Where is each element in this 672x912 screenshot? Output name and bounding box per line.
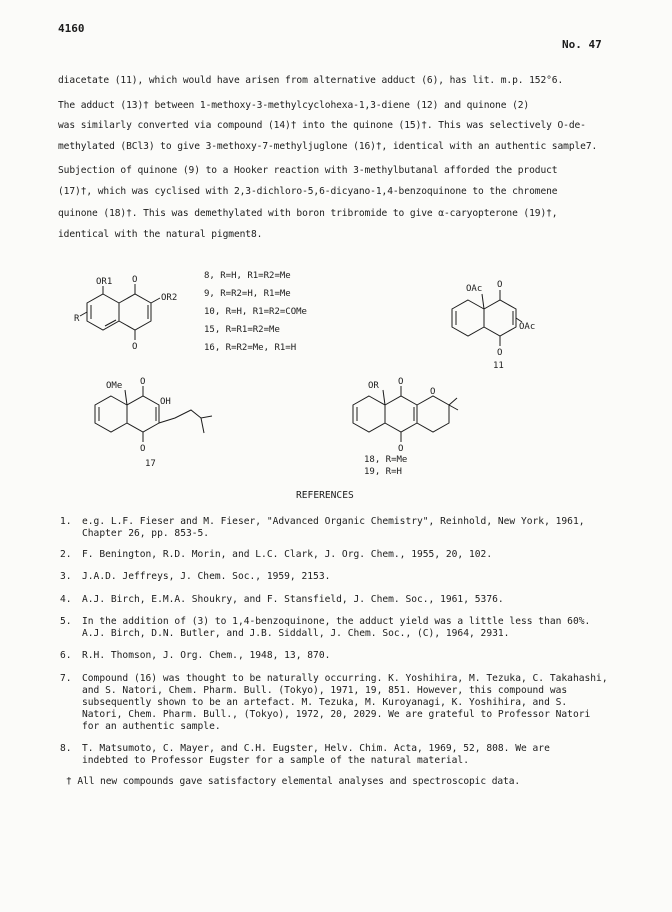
reference-line: indebted to Professor Eugster for a sample of the natural material. xyxy=(82,755,469,766)
substituent-item: 10, R=H, R1=R2=COMe xyxy=(204,307,307,317)
reference-number: 3. xyxy=(60,571,72,582)
carbonyl-o-bottom: O xyxy=(132,342,138,352)
reference-line: e.g. L.F. Fieser and M. Fieser, "Advanced Organic Chemistry", Reinhold, New York, 1961, xyxy=(82,516,585,527)
substituent-item: 9, R=R2=H, R1=Me xyxy=(204,289,291,299)
ring-oxygen-label: O xyxy=(430,387,436,397)
carbonyl-o-bottom: O xyxy=(140,444,146,454)
reference-line: A.J. Birch, E.M.A. Shoukry, and F. Stansfield, J. Chem. Soc., 1961, 5376. xyxy=(82,594,504,605)
carbonyl-o-top: O xyxy=(497,280,503,290)
or1-label: OR1 xyxy=(96,277,113,287)
body-line: methylated (BCl3) to give 3-methoxy-7-methyljuglone (16)†, identical with an authentic sample7. xyxy=(58,141,598,152)
naphthoquinone-core-structure xyxy=(74,275,177,352)
reference-number: 6. xyxy=(60,650,72,661)
reference-line: T. Matsumoto, C. Mayer, and C.H. Eugster, Helv. Chim. Acta, 1969, 52, 808. We are xyxy=(82,743,550,754)
substituent-list xyxy=(204,271,307,353)
compound-18-19-structure xyxy=(353,377,458,477)
reference-line: R.H. Thomson, J. Org. Chem., 1948, 13, 870. xyxy=(82,650,331,661)
substituent-item: 8, R=H, R1=R2=Me xyxy=(204,271,291,281)
carbonyl-o-bottom: O xyxy=(497,348,503,358)
reference-number: 7. xyxy=(60,673,72,684)
references-heading: REFERENCES xyxy=(296,490,354,501)
oac-side-label: OAc xyxy=(519,322,536,332)
or-label: OR xyxy=(368,381,379,391)
ome-label: OMe xyxy=(106,381,123,391)
compound-label-17: 17 xyxy=(145,459,156,469)
chemical-structures-figure xyxy=(0,258,672,488)
reference-line: subsequently shown to be an artefact. M. Tezuka, M. Kuroyanagi, K. Yoshihira, and S. xyxy=(82,697,568,708)
body-line: The adduct (13)† between 1-methoxy-3-methylcyclohexa-1,3-diene (12) and quinone (2) xyxy=(58,100,530,111)
compound-11-structure xyxy=(452,280,535,371)
or2-label: OR2 xyxy=(161,293,178,303)
carbonyl-o-bottom: O xyxy=(398,444,404,454)
body-line: diacetate (11), which would have arisen from alternative adduct (6), has lit. m.p. 152°6. xyxy=(58,75,564,86)
body-line: was similarly converted via compound (14)† into the quinone (15)†. This was selectively O-de- xyxy=(58,120,586,131)
oac-top-label: OAc xyxy=(466,284,483,294)
body-line: Subjection of quinone (9) to a Hooker reaction with 3-methylbutanal afforded the product xyxy=(58,165,558,176)
carbonyl-o-top: O xyxy=(398,377,404,387)
compound-label-19: 19, R=H xyxy=(364,467,402,477)
reference-number: 5. xyxy=(60,616,72,627)
body-line: quinone (18)†. This was demethylated with boron tribromide to give α-caryopterone (19)†, xyxy=(58,208,558,219)
reference-number: 4. xyxy=(60,594,72,605)
oh-label: OH xyxy=(160,397,171,407)
reference-line: Natori, Chem. Pharm. Bull., (Tokyo), 1972, 20, 2029. We are grateful to Professor Natori xyxy=(82,709,591,720)
reference-line: In the addition of (3) to 1,4-benzoquinone, the adduct yield was a little less than 60%. xyxy=(82,616,591,627)
reference-number: 1. xyxy=(60,516,72,527)
carbonyl-o-top: O xyxy=(140,377,146,387)
footnote: † All new compounds gave satisfactory elemental analyses and spectroscopic data. xyxy=(66,776,521,787)
compound-17-structure xyxy=(95,377,212,469)
compound-label-18: 18, R=Me xyxy=(364,455,408,465)
carbonyl-o-top: O xyxy=(132,275,138,285)
substituent-item: 15, R=R1=R2=Me xyxy=(204,325,280,335)
reference-line: Compound (16) was thought to be naturally occurring. K. Yoshihira, M. Tezuka, C. Takahashi, xyxy=(82,673,608,684)
substituent-item: 16, R=R2=Me, R1=H xyxy=(204,343,297,353)
reference-line: Chapter 26, pp. 853-5. xyxy=(82,528,210,539)
reference-line: and S. Natori, Chem. Pharm. Bull. (Tokyo), 1971, 19, 851. However, this compound was xyxy=(82,685,568,696)
reference-line: A.J. Birch, D.N. Butler, and J.B. Siddall, J. Chem. Soc., (C), 1964, 2931. xyxy=(82,628,510,639)
compound-label-11: 11 xyxy=(493,361,504,371)
reference-number: 2. xyxy=(60,549,72,560)
journal-number: No. 47 xyxy=(562,38,602,51)
r-label: R xyxy=(74,314,80,324)
body-line: (17)†, which was cyclised with 2,3-dichloro-5,6-dicyano-1,4-benzoquinone to the chromene xyxy=(58,186,558,197)
reference-line: F. Benington, R.D. Morin, and L.C. Clark, J. Org. Chem., 1955, 20, 102. xyxy=(82,549,493,560)
page-number: 4160 xyxy=(58,22,85,35)
body-line: identical with the natural pigment8. xyxy=(58,229,263,240)
reference-number: 8. xyxy=(60,743,72,754)
reference-line: J.A.D. Jeffreys, J. Chem. Soc., 1959, 2153. xyxy=(82,571,331,582)
reference-line: for an authentic sample. xyxy=(82,721,221,732)
